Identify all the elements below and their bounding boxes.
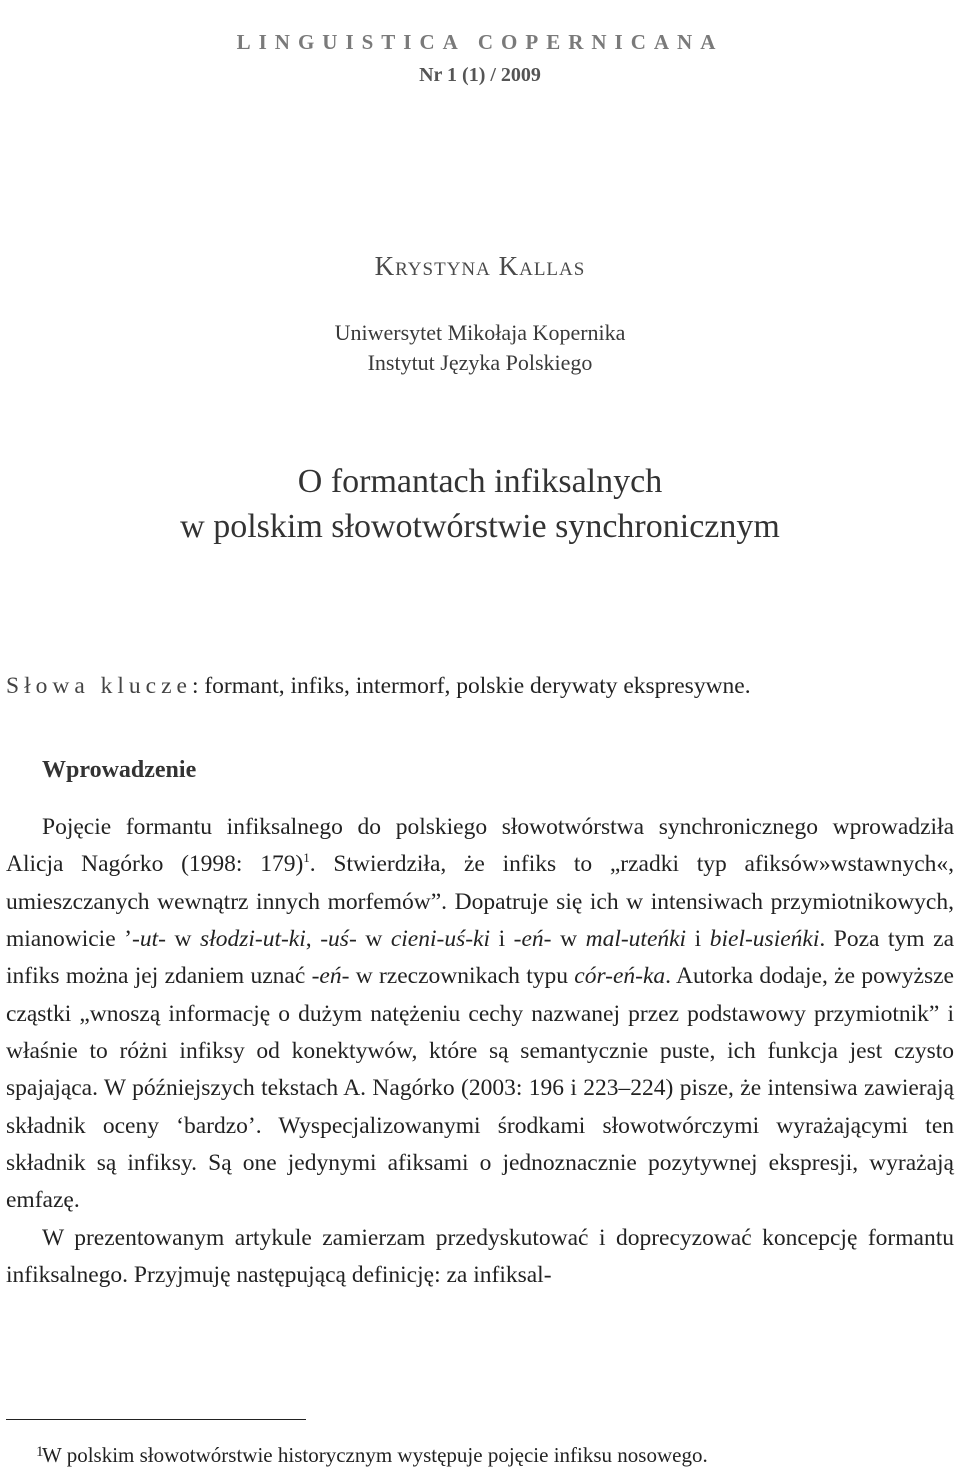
journal-name: LINGUISTICA COPERNICANA: [236, 30, 724, 54]
text-run: Pojęcie formantu infiksalnego do polskiego słowotwórstwa synchronicznego wprowadziła Alicja Nagórko (1998: 179): [6, 814, 954, 878]
keywords: [6, 668, 954, 705]
example-word: cór-eń-ka: [574, 963, 666, 990]
footnote-reference: 1: [303, 850, 310, 866]
article-title-line-1: O formantach infiksalnych: [297, 463, 663, 500]
section-heading: Wprowadzenie: [42, 757, 197, 783]
article-title-line-2: w polskim słowotwórstwie synchronicznym: [180, 508, 780, 545]
text-run: w: [165, 926, 201, 953]
paragraph-2: W prezentowanym artykule zamierzam przedyskutować i doprecyzować koncepcję formantu infiksalnego. Przyjmuję następującą definicję: za infiksal-: [6, 1224, 954, 1289]
keywords-label: Słowa klucze: [6, 673, 192, 699]
example-morpheme: -uś-: [320, 926, 357, 953]
issue-number: Nr 1 (1) / 2009: [419, 64, 541, 86]
example-word: słodzi-ut-ki: [200, 926, 306, 953]
footnote-text: W polskim słowotwórstwie historycznym występuje pojęcie infiksu nosowego.: [42, 1443, 708, 1467]
example-word: cieni-uś-ki: [390, 926, 491, 953]
example-morpheme: -ut-: [132, 926, 166, 953]
footnote-mark: 1: [36, 1444, 44, 1460]
footnote: [6, 1440, 954, 1470]
text-run: i: [686, 926, 710, 953]
affiliation-university: Uniwersytet Mikołaja Kopernika: [334, 320, 626, 345]
footnote-divider: [6, 1419, 306, 1420]
text-run: . Poza tym za infiks można jej zdaniem uznać: [6, 926, 954, 990]
text-run: . Autorka dodaje, że powyższe cząstki „wnoszą informację o dużym natężeniu cechy nazwanej przez podstawowy przymiotnik” i właśnie to różni infiksy od konektywów, które są semantycznie puste, ich funkcja jest czysto spajająca. W późniejszych tekstach A. Nagórko (2003: 196 i 223–224) pisze, że intensiwa zawierają składnik oceny ‘bardzo’. Wyspecjalizowanymi środkami słowotwórczymi wyrażającymi ten składnik są infiksy. Są one jedynymi afiksami o jednoznacznie pozytywnej ekspresji, wyrażają emfazę.: [6, 963, 954, 1214]
author-name: Krystyna Kallas: [374, 251, 586, 281]
text-run: w rzeczownikach typu: [349, 963, 575, 990]
text-run: w: [551, 926, 586, 953]
example-morpheme: -eń-: [311, 963, 350, 990]
example-word: biel-usieńki: [709, 926, 820, 953]
paragraph-1: [6, 809, 954, 1220]
affiliation-institute: Instytut Języka Polskiego: [367, 350, 593, 375]
keywords-text: formant, infiks, intermorf, polskie derywaty ekspresywne.: [198, 673, 751, 699]
example-morpheme: -eń-: [513, 926, 552, 953]
body-text: [6, 809, 954, 1294]
keywords-separator: :: [191, 673, 199, 699]
text-run: i: [490, 926, 514, 953]
text-run: w: [356, 926, 391, 953]
example-word: mal-uteńki: [585, 926, 687, 953]
text-run: ,: [305, 926, 321, 953]
text-run: . Stwierdziła, że infiks to „rzadki typ afiksów»wstawnych«, umieszczanych wewnątrz innych morfemów”. Dopatruje się ich w intensiwach przymiotnikowych, mianowicie ’: [6, 851, 954, 953]
